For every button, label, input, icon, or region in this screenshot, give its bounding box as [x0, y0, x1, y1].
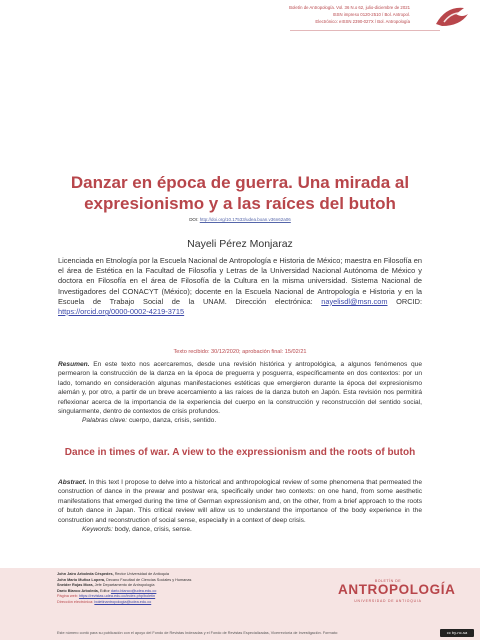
journal-footer	[0, 568, 480, 640]
abstract-en-text: In this text I propose to delve into a historical and anthropological review of some phenomena that permeated the construction of dance in the prewar and postwar era, specifically under two contexts: on one hand, from some aesthetic manifestations that emerged during the time of German expressionism and, on the other, from a brief approach to the roots of butoh dance in Japan. This critical review will allow us to understand the importance of the body experience in the construction and reconstruction of social sense, especially in a context of deep crisis.	[58, 479, 422, 524]
article-title: Danzar en época de guerra. Una mirada al expresionismo y a las raíces del butoh	[70, 173, 410, 213]
journal-header	[289, 4, 410, 25]
credit-role: Rector Universidad de Antioquia	[114, 572, 169, 576]
keywords-en	[58, 525, 422, 534]
contact-email-line	[57, 600, 297, 606]
contact-email-label: Dirección electrónica:	[57, 599, 94, 604]
abstract-english	[58, 478, 422, 534]
keywords-es	[58, 416, 422, 425]
funding-note: Este número contó para su publicación con el apoyo del Fondo de Revistas Indexadas y el Fondo de Revistas Especializadas, Vicerrectoría de Investigación. Formato:	[57, 631, 339, 635]
credit-role: Editor	[99, 588, 110, 593]
abstract-es-text: En este texto nos acercaremos, desde una revisión histórica y antropológica, a algunos fenómenos que permearon la construcción de la danza en la época de preguerra y posguerra, específicamente en dos contextos: por un lado, tomando en consideración algunas manifestaciones estéticas que emergieron durante la época del expresionismo alemán y, por otro, a partir de un breve acercamiento a las raíces de la danza butoh en Japón. Esta revisión nos permitirá reflexionar acerca de la importancia de la experiencia del cuerpo en la construcción y reconstrucción del sentido social, singularmente, dentro de contextos de crisis profundos.	[58, 361, 422, 416]
abstract-en-label: Abstract.	[58, 479, 87, 486]
journal-issn-electronic: Electrónico: eISSN 2390-027X / Bol. Antropología	[315, 19, 410, 24]
brand-name: ANTROPOLOGÍA	[338, 582, 456, 597]
brand-top-text: BOLETÍN DE	[374, 579, 402, 583]
contact-email-link[interactable]: boletinantropologia@udea.edu.co	[94, 599, 152, 604]
keywords-es-values: cuerpo, danza, crisis, sentido.	[128, 417, 217, 425]
orcid-link[interactable]: https://orcid.org/0000-0002-4219-3715	[58, 307, 185, 317]
credit-name: John Mario Muñoz Lopera,	[57, 577, 106, 582]
keywords-en-label: Keywords:	[82, 526, 113, 534]
doi-line	[0, 217, 480, 222]
orcid-label: ORCID:	[396, 296, 422, 306]
author-bio-text: Licenciada en Etnología por la Escuela Nacional de Antropología e Historia de México; maestra en Filosofía en el área de Estética en la Facultad de Filosofía y Letras de la Universidad Nacional Autónoma de México y doctora en Filosofía en el área de Filosofía de la Cultura en la misma universidad. Sistema Nacional de Investigadores del CONACYT (México); docente en la Escuela Nacional de Antropología e Historia y en la Escuela de Trabajo Social de la UNAM. Dirección electrónica:	[58, 256, 422, 306]
credit-role: Decano Facultad de Ciencias Sociales y Humanas	[106, 577, 192, 582]
abstract-es-label: Resumen.	[58, 361, 90, 368]
brand-subtitle: UNIVERSIDAD DE ANTIOQUIA	[354, 599, 422, 603]
journal-corner-logo-icon	[434, 4, 470, 28]
credit-role: Jefe Departamento de Antropología	[94, 583, 155, 587]
keywords-es-label: Palabras clave:	[82, 417, 128, 425]
journal-volume: Boletín de Antropología. Vol. 36 N.o 62, julio-diciembre de 2021	[289, 5, 410, 10]
english-title: Dance in times of war. A view to the expressionism and the roots of butoh	[64, 447, 416, 458]
cc-license-badge[interactable]: cc by-nc-sa	[440, 629, 474, 637]
author-bio	[58, 256, 422, 317]
journal-issn-print: ISSN impreso 0120-2510 / Bol. Antropol.	[332, 12, 410, 17]
keywords-en-values: body, dance, crisis, sense.	[114, 526, 192, 534]
submission-dates: Texto recibido: 30/12/2020; aprobación final: 15/02/21	[173, 349, 307, 355]
author-email-link[interactable]: nayelisdl@msn.com	[321, 296, 388, 306]
doi-link[interactable]: http://doi.org/10.17533/udea.boan.v36n62a06	[199, 217, 291, 222]
header-rule	[290, 30, 440, 31]
credit-name: Sneider Rojas Mora,	[57, 583, 94, 587]
credit-name: Darío Blanco Arboleda,	[57, 588, 99, 593]
web-page-link[interactable]: https://revistas.udea.edu.co/index.php/boletin	[78, 594, 156, 598]
editorial-credits	[57, 572, 297, 605]
editor-email-link[interactable]: dario.blanco@udea.edu.co	[110, 588, 157, 593]
author-name: Nayeli Pérez Monjaraz	[187, 238, 293, 250]
journal-brand-logo	[338, 570, 456, 626]
credit-name: John Jairo Arboleda Céspedes,	[57, 572, 114, 576]
web-page-label: Página web:	[57, 594, 78, 598]
doi-label: DOI:	[189, 217, 199, 222]
abstract-spanish	[58, 360, 422, 426]
